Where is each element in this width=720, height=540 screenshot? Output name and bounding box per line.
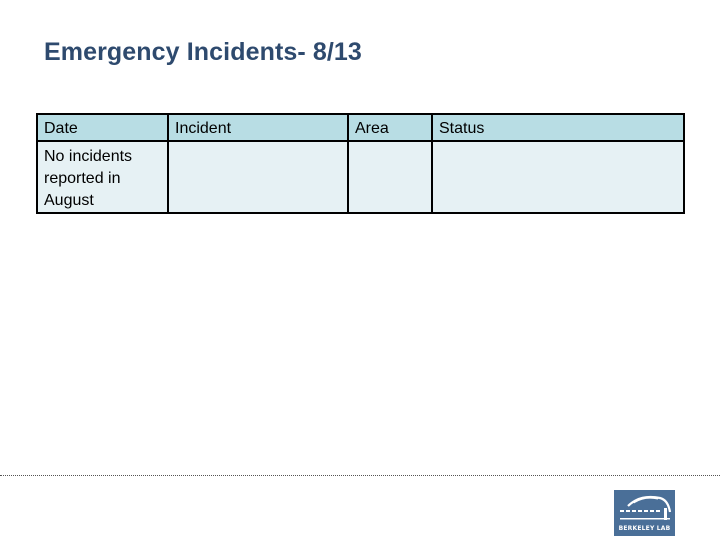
table-row: [37, 141, 684, 213]
cell-area: [348, 141, 432, 213]
slide-title: Emergency Incidents- 8/13: [44, 38, 362, 66]
header-area: Area: [348, 114, 432, 141]
berkeley-lab-dome-icon: [614, 490, 675, 526]
logo-text: BERKELEY LAB: [618, 525, 671, 532]
header-status: Status: [432, 114, 684, 141]
table-header-row: [37, 114, 684, 141]
header-date: Date: [37, 114, 168, 141]
footer-divider: [0, 475, 720, 476]
cell-date: No incidents reported in August: [37, 141, 168, 213]
berkeley-lab-logo: [614, 490, 675, 536]
cell-incident: [168, 141, 348, 213]
header-incident: Incident: [168, 114, 348, 141]
cell-status: [432, 141, 684, 213]
incidents-table: [36, 113, 685, 214]
